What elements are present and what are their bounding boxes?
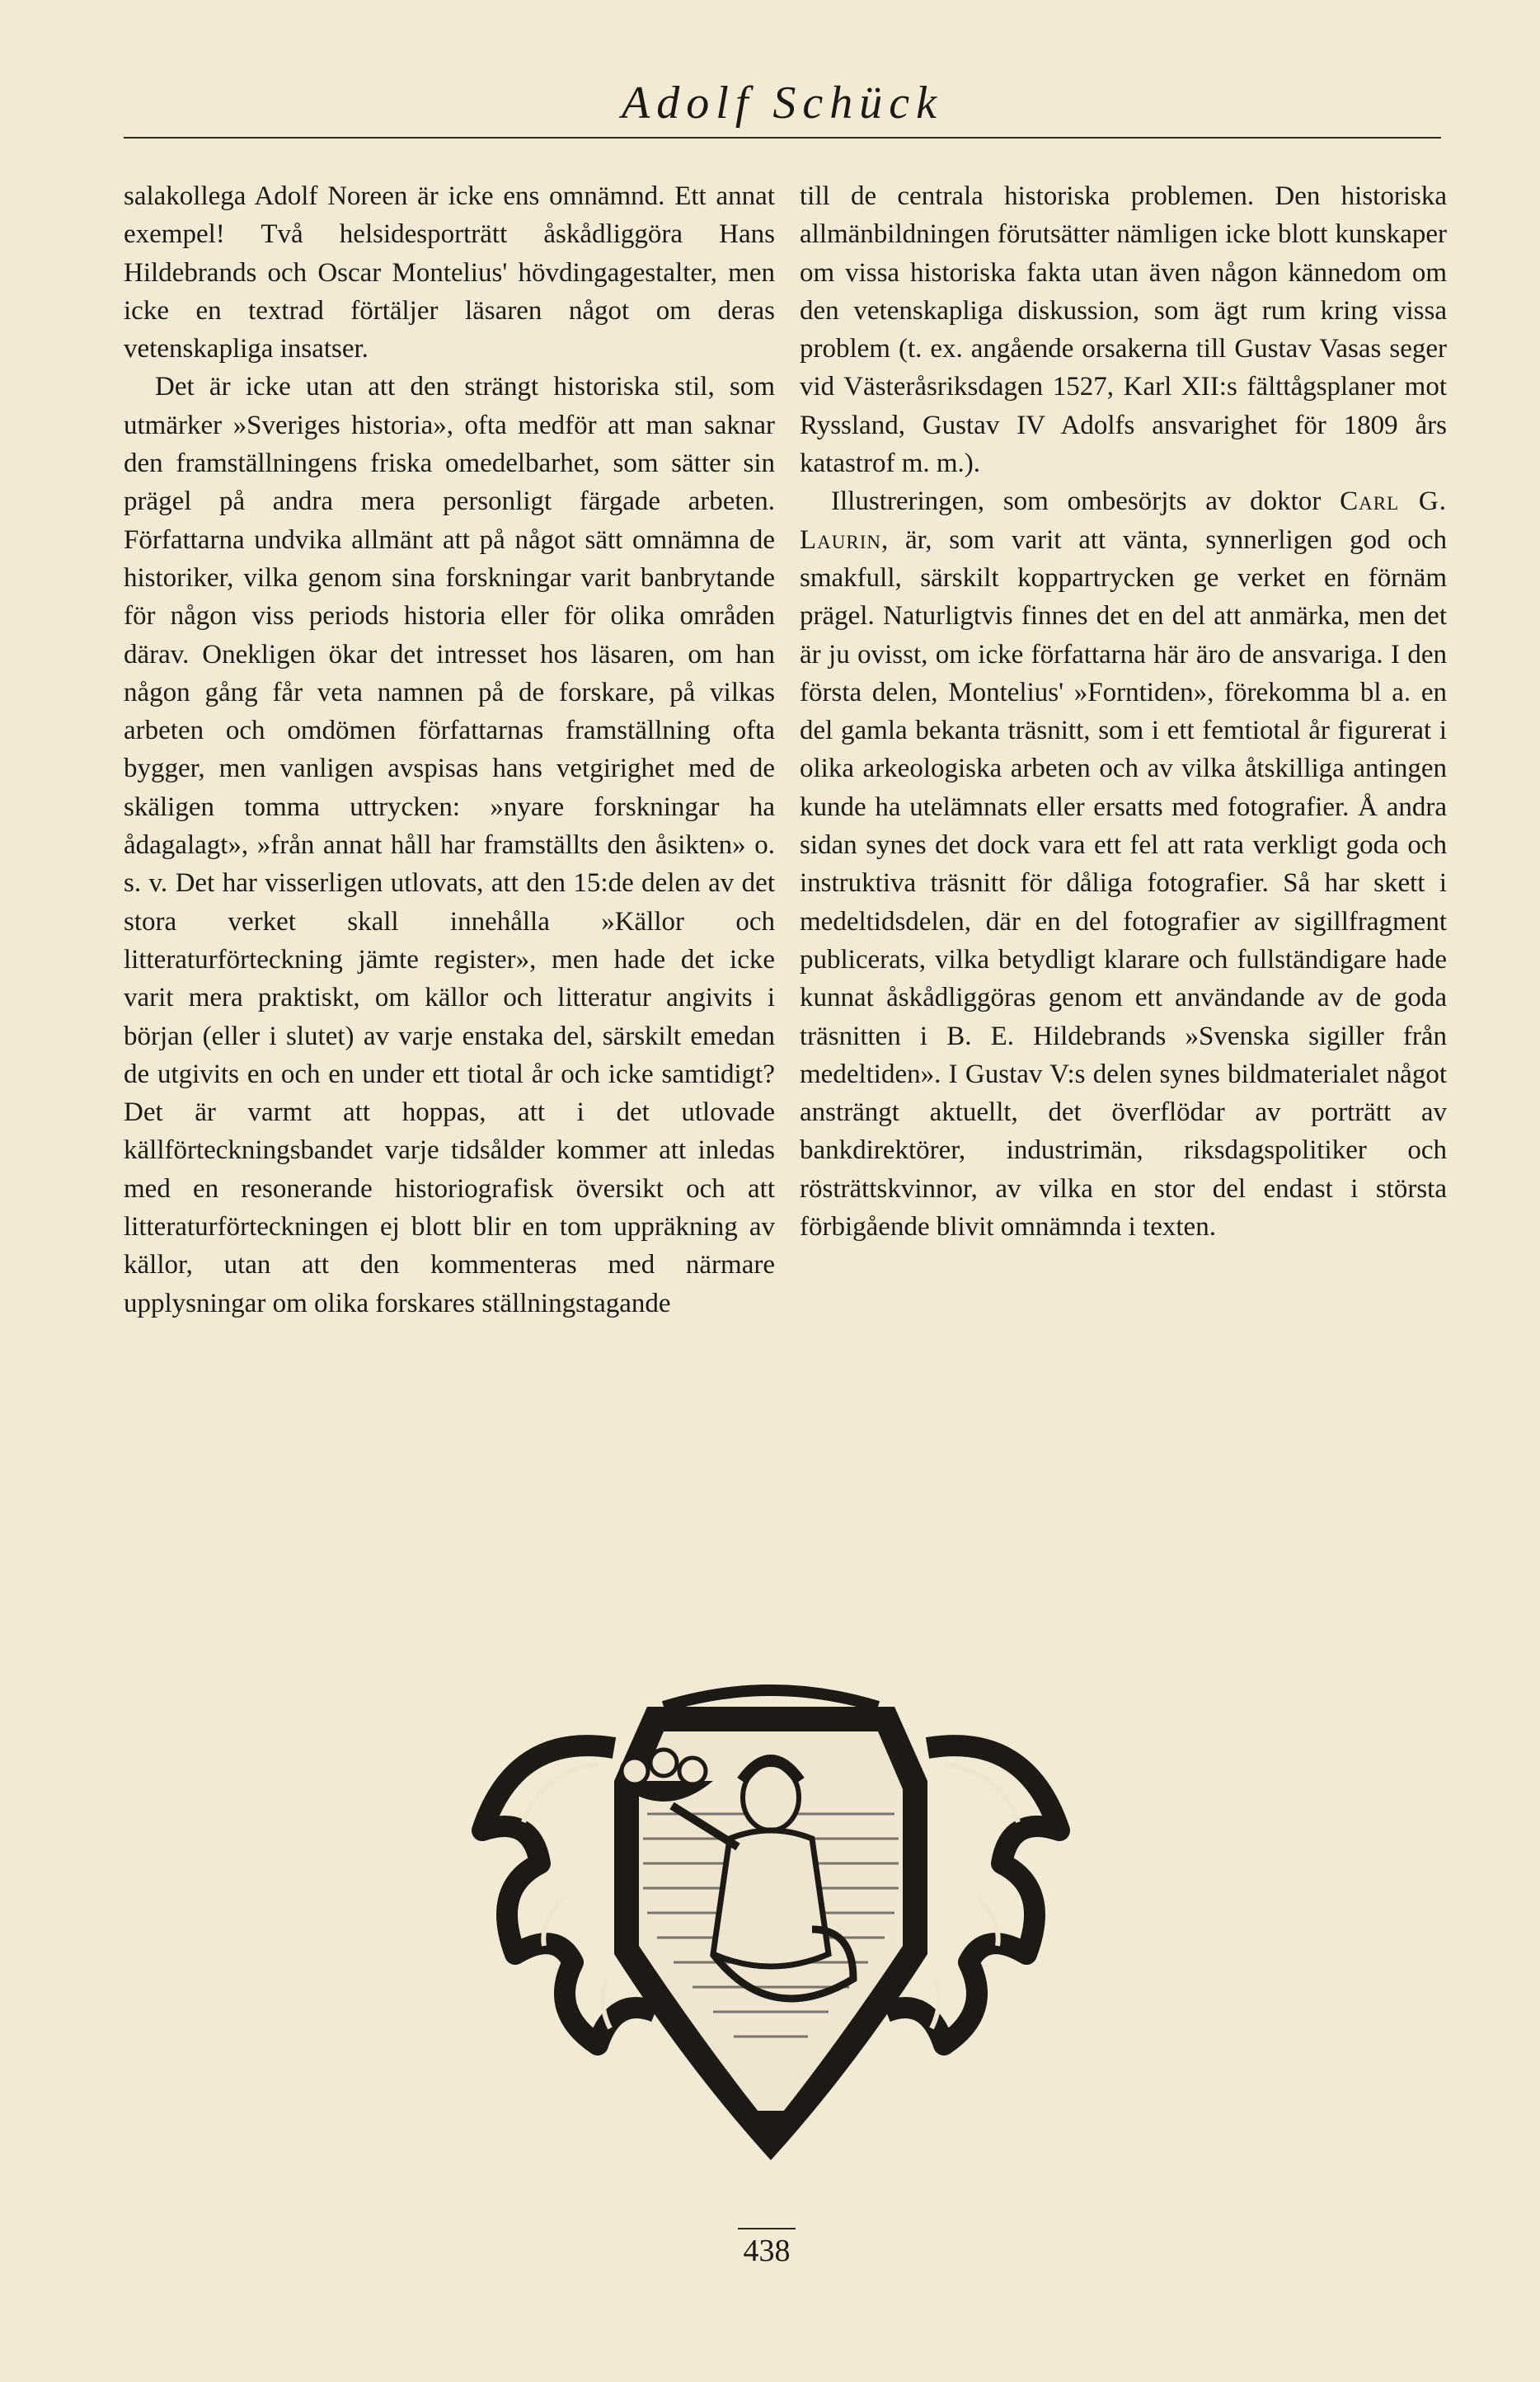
- left-paragraph-1: salakollega Adolf Noreen är icke ens omnämnd. Ett annat exempel! Två helsidesporträtt åskådliggöra Hans Hildebrands och Oscar Montelius' hövdingagestalter, men icke en textrad förtäljer läsaren något om deras vetenskapliga insatser.: [124, 181, 775, 364]
- left-column: [124, 177, 775, 1323]
- page-number: 438: [743, 2234, 791, 2268]
- header-rule: [124, 137, 1441, 139]
- right-paragraph-1: till de centrala historiska problemen. Den historiska allmänbildningen förutsätter nämligen icke blott kunskaper om vissa historiska fakta utan även någon kännedom om den vetenskapliga diskussion, som ägt rum kring vissa problem (t. ex. angående orsakerna till Gustav Vasas seger vid Västeråsriksdagen 1527, Karl XII:s fälttågsplaner mot Ryssland, Gustav IV Adolfs ansvarighet för 1809 års katastrof m. m.).: [800, 181, 1447, 479]
- left-paragraph-2: Det är icke utan att den strängt historiska stil, som utmärker »Sveriges historia», ofta medför att man saknar den framställningens friska omedelbarhet, som sätter sin prägel på andra mera personligt färgade arbeten. Författarna undvika allmänt att på något sätt omnämna de historiker, vilka genom sina forskningar varit banbrytande för någon viss periods historia eller för olika områden därav. Onekligen ökar det intresset hos läsaren, om han någon gång får veta namnen på de forskare, på vilkas arbeten och omdömen författarnas framställning ofta bygger, men vanligen avspisas hans vetgirighet med de skäligen tomma uttrycken: »nyare forskningar ha ådagalagt», »från annat håll har framställts den åsikten» o. s. v. Det har visserligen utlovats, att den 15:de delen av det stora verket skall innehålla »Källor och litteraturförteckning jämte register», men hade det icke varit mera praktiskt, om källor och litteratur angivits i början (eller i slutet) av varje enstaka del, särskilt emedan de utgivits en och en under ett tiotal år och icke samtidigt? Det är varmt att hoppas, att i det utlovade källförteckningsbandet varje tidsålder kommer att inledas med en resonerande historiografisk översikt och att litteraturförteckningen ej blott blir en tom uppräkning av källor, utan att den kommenteras med närmare upplysningar om olika forskares ställningstagande: [124, 372, 775, 1318]
- running-header-title: Adolf Schück: [622, 78, 943, 129]
- right-column: [800, 177, 1447, 1246]
- woodcut-vignette-icon: [466, 1682, 1076, 2168]
- running-header: [124, 66, 1441, 140]
- right-paragraph-2: [800, 482, 1447, 1246]
- right-paragraph-2-start: Illustreringen, som ombesörjts av doktor: [831, 486, 1340, 517]
- page-number-rule: [738, 2228, 796, 2229]
- right-paragraph-2-rest: , är, som varit att vänta, synnerligen god och smakfull, särskilt koppartrycken ge verket en förnäm prägel. Naturligtvis finnes det en del att anmärka, men det är ju ovisst, om icke författarna här äro de ansvariga. I den första delen, Montelius' »Forntiden», förekomma bl a. en del gamla bekanta träsnitt, som i ett femtiotal år figurerat i olika arkeologiska arbeten och av vilka åtskilliga antingen kunde ha utelämnats eller ersatts med fotografier. Å andra sidan synes det dock vara ett fel att rata verkligt goda och instruktiva träsnitt för dåliga fotografier. Så har skett i medeltidsdelen, där en del fotografier av sigillfragment publicerats, vilka betydligt klarare och fullständigare hade kunnat åskådliggöras genom ett användande av de goda träsnitten i B. E. Hildebrands »Svenska sigiller från medeltiden». I Gustav V:s delen synes bildmaterialet något ansträngt aktuellt, det överflödar av porträtt av bankdirektörer, industrimän, riksdagspolitiker och rösträttskvinnor, av vilka en stor del endast i största förbigående blivit omnämnda i texten.: [800, 524, 1447, 1243]
- author-name: Carl G. Laurin: [800, 486, 1448, 555]
